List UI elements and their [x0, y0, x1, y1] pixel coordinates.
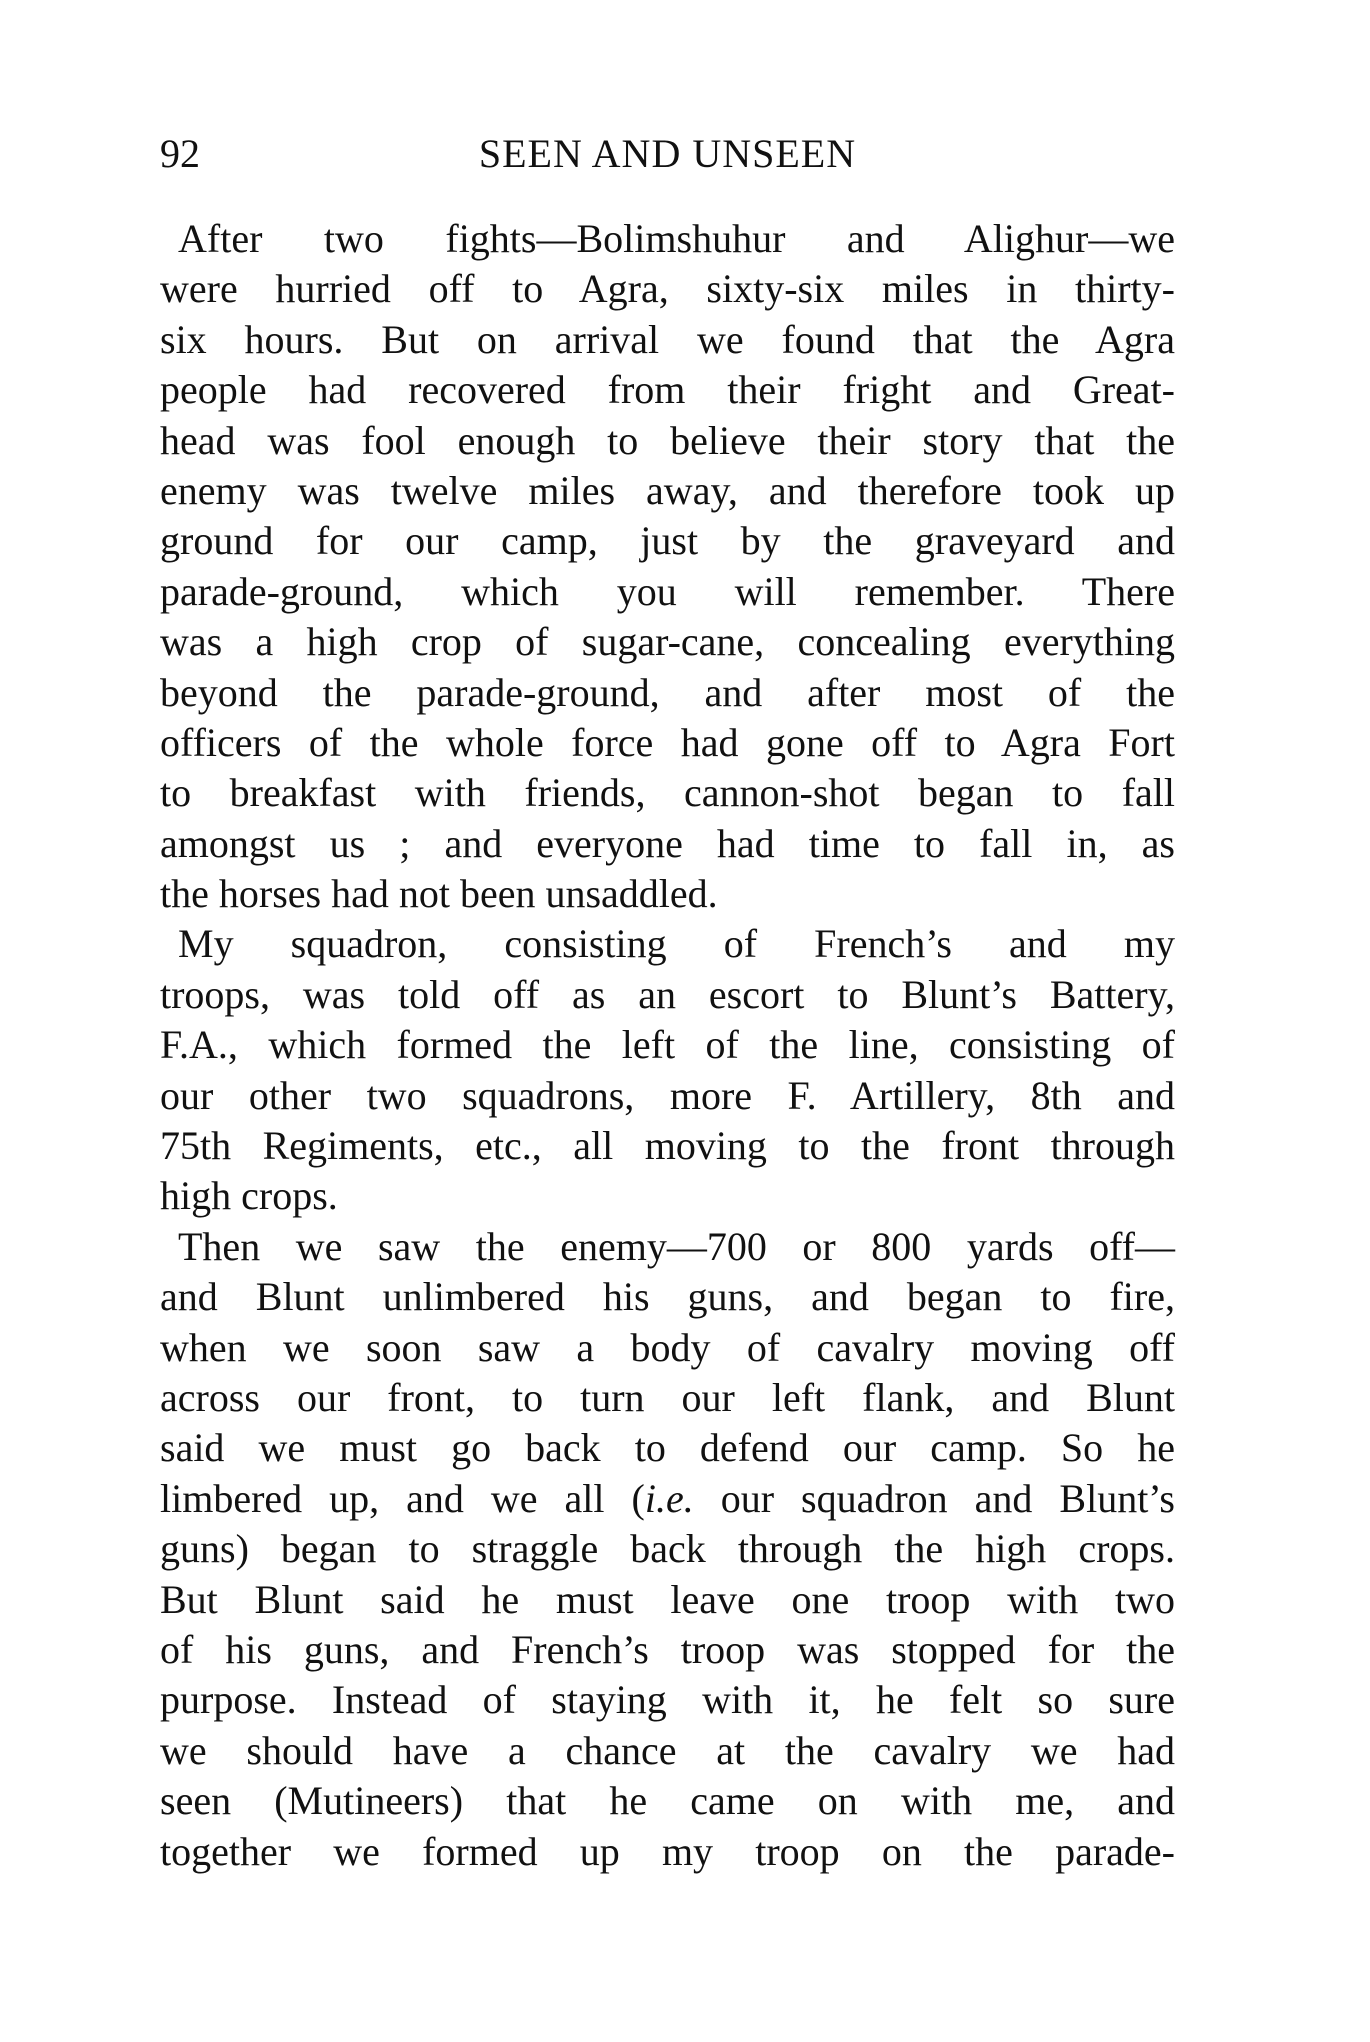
- text-line: together we formed up my troop on the parade-: [160, 1828, 1175, 1874]
- text-line: But Blunt said he must leave one troop with two: [160, 1576, 1175, 1622]
- text-line: purpose. Instead of staying with it, he felt so sure: [160, 1677, 1175, 1723]
- text-line: troops, was told off as an escort to Blunt’s Battery,: [160, 971, 1175, 1017]
- text-line: head was fool enough to believe their story that the: [160, 417, 1175, 463]
- text-line: said we must go back to defend our camp. So he: [160, 1425, 1175, 1471]
- text-line: limbered up, and we all (i.e. our squadron and Blunt’s: [160, 1475, 1175, 1521]
- text-line: to breakfast with friends, cannon-shot began to fall: [160, 770, 1175, 816]
- text-line: the horses had not been unsaddled.: [160, 871, 718, 917]
- running-header: [160, 130, 1175, 180]
- text-line: parade-ground, which you will remember. There: [160, 568, 1175, 614]
- text-line: people had recovered from their fright and Great-: [160, 367, 1175, 413]
- text-line: ground for our camp, just by the graveyard and: [160, 518, 1175, 564]
- text-line: our other two squadrons, more F. Artillery, 8th and: [160, 1072, 1175, 1118]
- page-body: [160, 214, 1175, 1877]
- text-line: was a high crop of sugar-cane, concealing everything: [160, 619, 1175, 665]
- text-line: guns) began to straggle back through the high crops.: [160, 1526, 1175, 1572]
- text-line: six hours. But on arrival we found that the Agra: [160, 316, 1175, 362]
- paragraph: [160, 919, 1175, 1221]
- text-line: beyond the parade-ground, and after most of the: [160, 669, 1175, 715]
- text-line: Then we saw the enemy—700 or 800 yards off—: [178, 1223, 1175, 1269]
- paragraph: [160, 1222, 1175, 1877]
- text-line: and Blunt unlimbered his guns, and began to fire,: [160, 1274, 1175, 1320]
- text-line: of his guns, and French’s troop was stopped for the: [160, 1626, 1175, 1672]
- page-number: 92: [160, 131, 200, 176]
- text-line: were hurried off to Agra, sixty-six miles in thirty-: [160, 266, 1175, 312]
- text-line: amongst us ; and everyone had time to fall in, as: [160, 820, 1175, 866]
- text-line: seen (Mutineers) that he came on with me, and: [160, 1778, 1175, 1824]
- text-line: officers of the whole force had gone off to Agra Fort: [160, 719, 1175, 765]
- text-line: My squadron, consisting of French’s and my: [178, 921, 1175, 967]
- text-line: when we soon saw a body of cavalry moving off: [160, 1324, 1175, 1370]
- text-line: After two fights—Bolimshuhur and Alighur—we: [178, 216, 1175, 261]
- running-title: SEEN AND UNSEEN: [478, 131, 857, 176]
- text-line: F.A., which formed the left of the line, consisting of: [160, 1022, 1175, 1068]
- text-line: 75th Regiments, etc., all moving to the front through: [160, 1123, 1175, 1169]
- text-line: we should have a chance at the cavalry we had: [160, 1727, 1175, 1773]
- text-line: high crops.: [160, 1173, 338, 1219]
- paragraph: [160, 214, 1175, 919]
- text-line: enemy was twelve miles away, and therefore took up: [160, 467, 1175, 513]
- text-line: across our front, to turn our left flank, and Blunt: [160, 1374, 1175, 1420]
